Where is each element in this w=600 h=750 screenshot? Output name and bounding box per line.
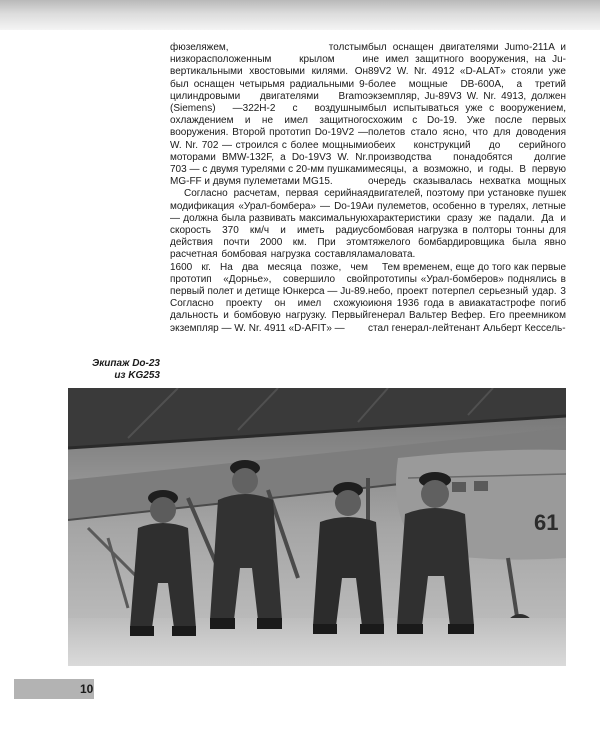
aircraft-marking: 61 (534, 510, 559, 535)
crew-photo (68, 388, 566, 666)
paragraph: фюзеляжем, толстым низкорасположенным крылом и вертикальными хвостовыми килями. Он был оснащен четырьмя радиальными 9-цилиндровыми двигателями Bramo (Siemens) —322H-2 с воздушным охлаждением и не имел защитного вооружения. Второй прототип Do-19V2 — W. Nr. 702 — строился с более мощными моторами BMW-132F, а Do-19V3 W. Nr. 703 — с двумя турелями с 20-мм пушками MG-FF и двумя пулеметами MG15. (170, 42, 368, 188)
caption-line: из KG253 (114, 370, 160, 381)
photo-caption (68, 358, 160, 382)
paragraph: Согласно расчетам, первая серийная модификация «Урал-бомбера» — Do-19A — должна была развивать максимальную скорость 370 км/ч и иметь радиус действия почти 2000 км. При этом расчетная бомбовая нагрузка составляла 1600 кг. На два месяца позже, чем прототип «Дорнье», совершило свой первый полет и детище Юнкерса — Ju-89. Согласно проекту он имел схожую дальность и бомбовую нагрузку. Первый экземпляр — W. Nr. 4911 «D-AFIT» — (170, 188, 368, 334)
text-column-left (170, 42, 368, 335)
crew-photo-illustration (68, 388, 566, 666)
caption-line: Экипаж Do-23 (92, 358, 160, 369)
text-column-right (368, 42, 566, 335)
page-number-bar (14, 679, 94, 699)
paragraph: Тем временем, еще до того как первые прототипы «Урал-бомберов» поднялись в небо, проект потерпел серьезный удар. 3 июня 1936 года в авиакатастрофе погиб генерал Вальтер Вефер. Его преемником стал генерал-лейтенант Альберт Кессель- (368, 261, 566, 334)
paragraph: был оснащен двигателями Jumo-211A и не имел защитного вооружения, на Ju-89V2 W. Nr. 4912 «D-ALAT» стояли уже более мощные DB-600A, а третий экземпляр, Ju-89V3 W. Nr. 4913, должен был испытываться уже с вооружением, схожим с Do-19. Уже после первых полетов стало ясно, что для доводения обеих конструкций до серийного производства понадобятся долгие месяцы, а возможно, и годы. В первую очередь сказывалась нехватка мощных двигателей, поэтому при установке пушек и пулеметов, особенно в турелях, летные характеристики сразу же падали. Да и бомбовая нагрузка в полторы тонны для тяжелого бомбардировщика была явно маловата. (368, 42, 566, 261)
top-decorative-strip (0, 0, 600, 30)
page-number: 10 (80, 682, 94, 696)
